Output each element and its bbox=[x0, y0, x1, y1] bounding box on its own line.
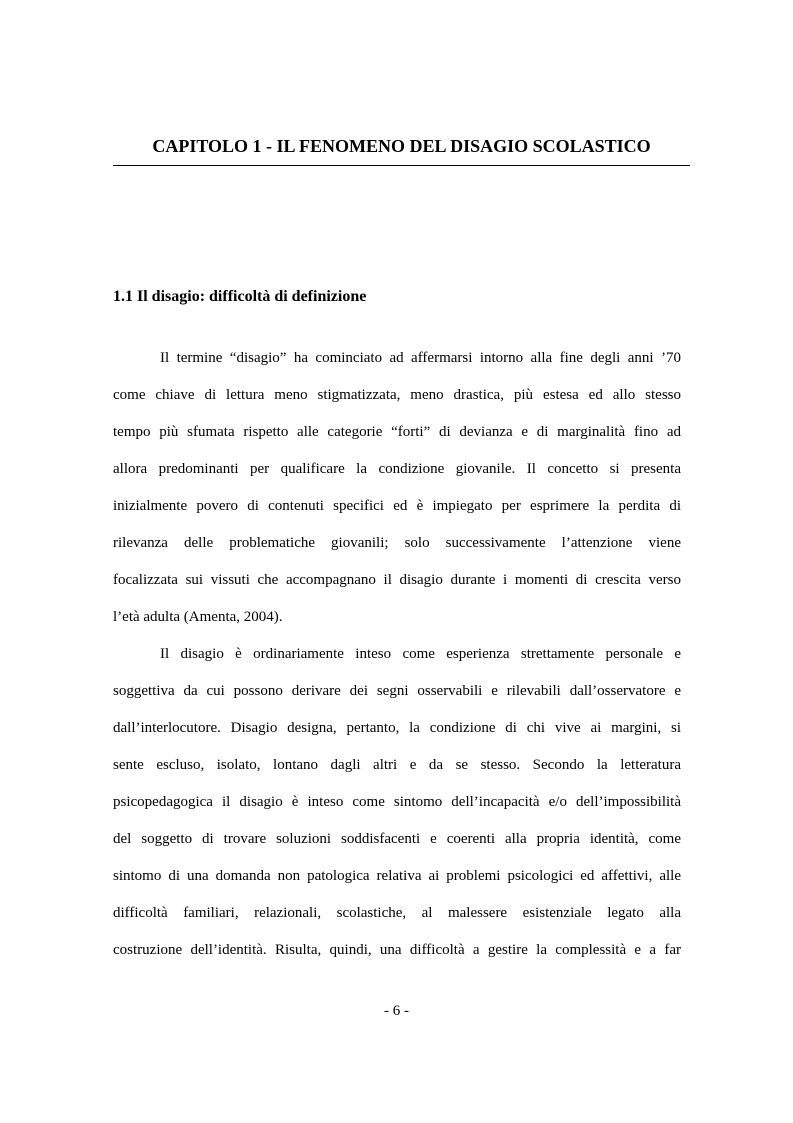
paragraph-1 bbox=[113, 340, 681, 636]
text-line: Il disagio è ordinariamente inteso come esperienza strettamente personale e bbox=[160, 646, 681, 662]
text-line: rilevanza delle problematiche giovanili; solo successivamente l’attenzione viene bbox=[113, 535, 681, 551]
text-line: tempo più sfumata rispetto alle categorie “forti” di devianza e di marginalità fino ad bbox=[113, 424, 681, 440]
text-line: sintomo di una domanda non patologica relativa ai problemi psicologici ed affettivi, alle bbox=[113, 868, 681, 884]
text-line: inizialmente povero di contenuti specifici ed è impiegato per esprimere la perdita di bbox=[113, 498, 681, 514]
text-line: soggettiva da cui possono derivare dei segni osservabili e rilevabili dall’osservatore e bbox=[113, 683, 681, 699]
text-line: del soggetto di trovare soluzioni soddisfacenti e coerenti alla propria identità, come bbox=[113, 831, 681, 847]
text-line: psicopedagogica il disagio è inteso come sintomo dell’incapacità e/o dell’impossibilità bbox=[113, 794, 681, 810]
text-line: l’età adulta (Amenta, 2004). bbox=[113, 609, 283, 625]
text-line: come chiave di lettura meno stigmatizzata, meno drastica, più estesa ed allo stesso bbox=[113, 387, 681, 403]
text-line: allora predominanti per qualificare la condizione giovanile. Il concetto si presenta bbox=[113, 461, 681, 477]
text-line: Il termine “disagio” ha cominciato ad affermarsi intorno alla fine degli anni ’70 bbox=[160, 350, 681, 366]
section-heading: 1.1 Il disagio: difficoltà di definizione bbox=[113, 288, 367, 305]
text-line: difficoltà familiari, relazionali, scolastiche, al malessere esistenziale legato alla bbox=[113, 905, 681, 921]
page-number: - 6 - bbox=[384, 1003, 409, 1019]
body-text bbox=[113, 340, 681, 969]
title-divider bbox=[113, 165, 690, 166]
text-line: focalizzata sui vissuti che accompagnano il disagio durante i momenti di crescita verso bbox=[113, 572, 681, 588]
paragraph-2 bbox=[113, 636, 681, 969]
text-line: sente escluso, isolato, lontano dagli altri e da se stesso. Secondo la letteratura bbox=[113, 757, 681, 773]
text-line: costruzione dell’identità. Risulta, quindi, una difficoltà a gestire la complessità e a far bbox=[113, 942, 681, 958]
text-line: dall’interlocutore. Disagio designa, pertanto, la condizione di chi vive ai margini, si bbox=[113, 720, 681, 736]
chapter-title: CAPITOLO 1 - IL FENOMENO DEL DISAGIO SCOLASTICO bbox=[152, 136, 651, 156]
